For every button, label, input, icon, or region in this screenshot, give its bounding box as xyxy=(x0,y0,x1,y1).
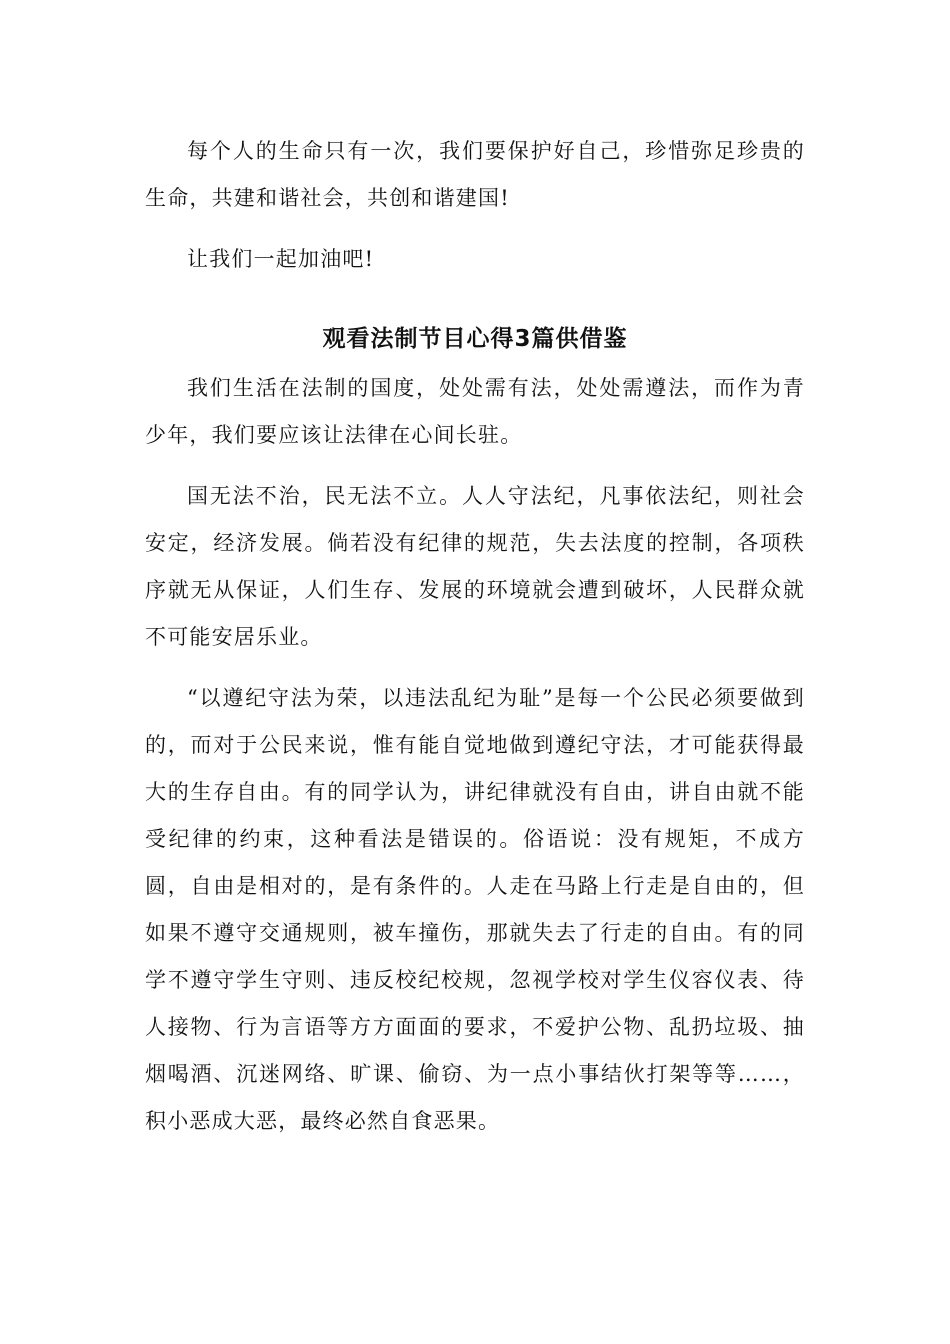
intro-paragraph-2: 让我们一起加油吧! xyxy=(187,247,375,271)
document-body xyxy=(145,128,805,1153)
spacer xyxy=(145,291,805,317)
section-paragraph-1: 我们生活在法制的国度，处处需有法，处处需遵法，而作为青少年，我们要应该让法律在心间长驻。 xyxy=(145,376,805,447)
section-paragraph-3: “以遵纪守法为荣，以违法乱纪为耻”是每一个公民必须要做到的，而对于公民来说，惟有能自觉地做到遵纪守法，才可能获得最大的生存自由。有的同学认为，讲纪律就没有自由，讲自由就不能受纪律的约束，这种看法是错误的。俗语说：没有规矩，不成方圆，自由是相对的，是有条件的。人走在马路上行走是自由的，但如果不遵守交通规则，被车撞伤，那就失去了行走的自由。有的同学不遵守学生守则、违反校纪校规，忽视学校对学生仪容仪表、待人接物、行为言语等方方面面的要求，不爱护公物、乱扔垃圾、抽烟喝酒、沉迷网络、旷课、偷窃、为一点小事结伙打架等等……，积小恶成大恶，最终必然自食恶果。 xyxy=(145,686,805,1133)
intro-paragraph-1: 每个人的生命只有一次，我们要保护好自己，珍惜弥足珍贵的生命，共建和谐社会，共创和谐建国! xyxy=(145,139,805,210)
section-paragraph-2: 国无法不治，民无法不立。人人守法纪，凡事依法纪，则社会安定，经济发展。倘若没有纪律的规范，失去法度的控制，各项秩序就无从保证，人们生存、发展的环境就会遭到破坏，人民群众就不可能安居乐业。 xyxy=(145,484,805,649)
section-title: 观看法制节目心得3篇供借鉴 xyxy=(322,326,628,352)
